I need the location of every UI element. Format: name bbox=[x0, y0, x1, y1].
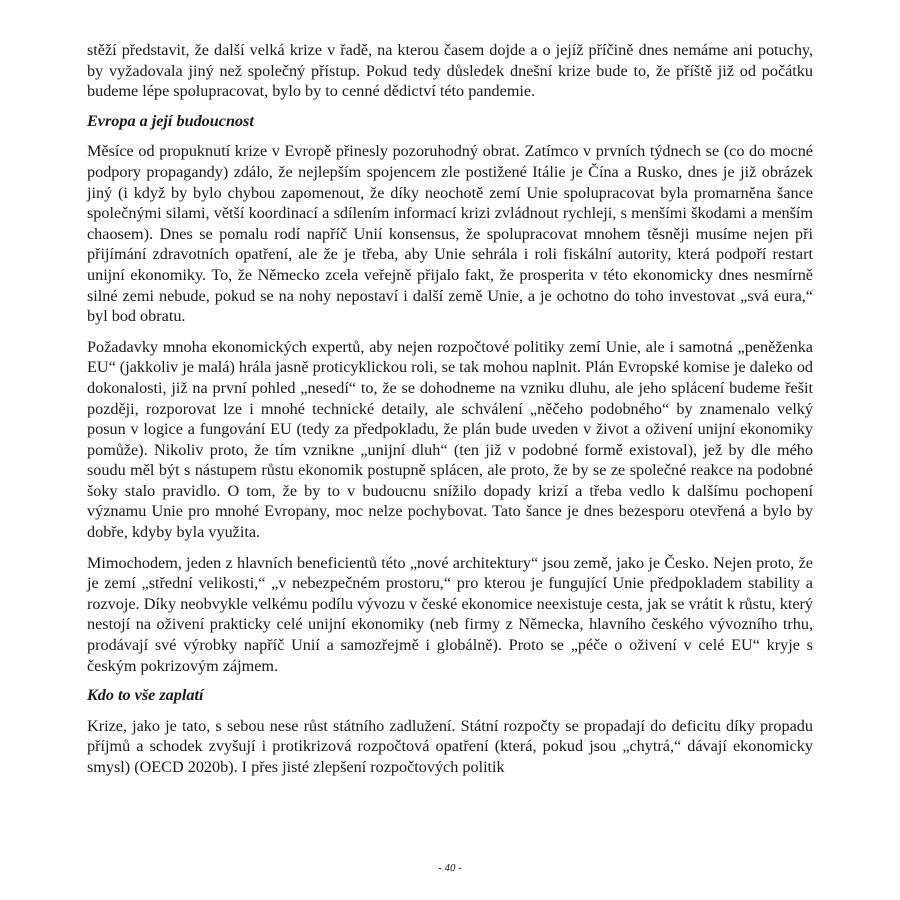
paragraph-debt: Krize, jako je tato, s sebou nese růst státního zadlužení. Státní rozpočty se propadají do deficitu díky propadu příjmů a schodek zvyšují i protikrizová rozpočtová opatření (která, pokud jsou „chytrá,“ dávají ekonomicky smysl) (OECD 2020b). I přes jisté zlepšení rozpočtových politik bbox=[87, 716, 813, 776]
page-number: - 40 - bbox=[438, 862, 462, 874]
paragraph-czechia: Mimochodem, jeden z hlavních beneficientů této „nové architektury“ jsou země, jako je Česko. Nejen proto, že je zemí „střední velikosti,“ „v nebezpečném prostoru,“ pro kterou je fungující Unie předpokladem stability a rozvoje. Díky neobvykle velkému podílu vývozu v české ekonomice neexistuje cesta, jak se vrátit k růstu, který nestojí na oživení prakticky celé unijní ekonomiky (neb firmy z Německa, hlavního českého vývozního trhu, prodávají své výrobky napříč Unií a samozřejmě i globálně). Proto se „péče o oživení v celé EU“ kryje s českým pokrizovým zájmem. bbox=[87, 553, 813, 675]
document-body bbox=[87, 40, 813, 788]
section-heading-who-pays: Kdo to vše zaplatí bbox=[87, 686, 204, 705]
section-heading-europe: Evropa a její budoucnost bbox=[87, 111, 254, 130]
paragraph-eu-wallet: Požadavky mnoha ekonomických expertů, aby nejen rozpočtové politiky zemí Unie, ale i samotná „peněženka EU“ (jakkoliv je malá) hrála jasně proticyklickou roli, se tak mohou naplnit. Plán Evropské komise je daleko od dokonalosti, již na první pohled „nesedí“ to, že se dohodneme na vzniku dluhu, ale jeho splácení budeme řešit později, rozporovat lze i mnohé technické detaily, ale schválení „něčeho podobného“ by znamenalo velký posun v logice a fungování EU (tedy za předpokladu, že plán bude uveden v život a oživení unijní ekonomiky pomůže). Nikoliv proto, že tím vznikne „unijní dluh“ (ten již v podobné formě existoval), jež by dle mého soudu měl být s nástupem růstu ekonomik postupně splácen, ale proto, že by se ze společné reakce na podobné šoky stalo pravidlo. O tom, že by to v budoucnu snížilo dopady krizí a třeba vedlo k dalšímu pochopení významu Unie pro mnohé Evropany, moc nelze pochybovat. Tato šance je dnes bezesporu otevřená a bylo by dobře, kdyby byla využita. bbox=[87, 337, 814, 542]
paragraph-intro: stěží představit, že další velká krize v řadě, na kterou časem dojde a o jejíž příčině dnes nemáme ani potuchy, by vyžadovala jiný než společný přístup. Pokud tedy důsledek dnešní krize bude to, že příště již od počátku budeme lépe spolupracovat, bylo by to cenné dědictví této pandemie. bbox=[87, 41, 813, 101]
paragraph-turnaround: Měsíce od propuknutí krize v Evropě přinesly pozoruhodný obrat. Zatímco v prvních týdnech se (co do mocné podpory propagandy) zdálo, že nejlepším spojencem zle postižené Itálie je Čína a Rusko, dnes je již obrázek jiný (i když by bylo chybou zapomenout, že díky neochotě zemí Unie spolupracovat byla promarněna šance společnými silami, větší koordinací a sdílením informací krizi zvládnout rychleji, s menšími škodami a menším chaosem). Dnes se pomalu rodí napříč Unií konsensus, že spolupracovat mnohem těsněji musíme nejen při přijímání zdravotních opatření, ale že je třeba, aby Unie sehrála i roli fiskální autority, která podpoří restart unijní ekonomiky. To, že Německo zcela veřejně přijalo fakt, že prosperita v této ekonomicky dnes nesmírně silné zemi nebude, pokud se na nohy nepostaví i další země Unie, a je ochotno do toho investovat „svá eura,“ byl bod obratu. bbox=[87, 142, 813, 326]
